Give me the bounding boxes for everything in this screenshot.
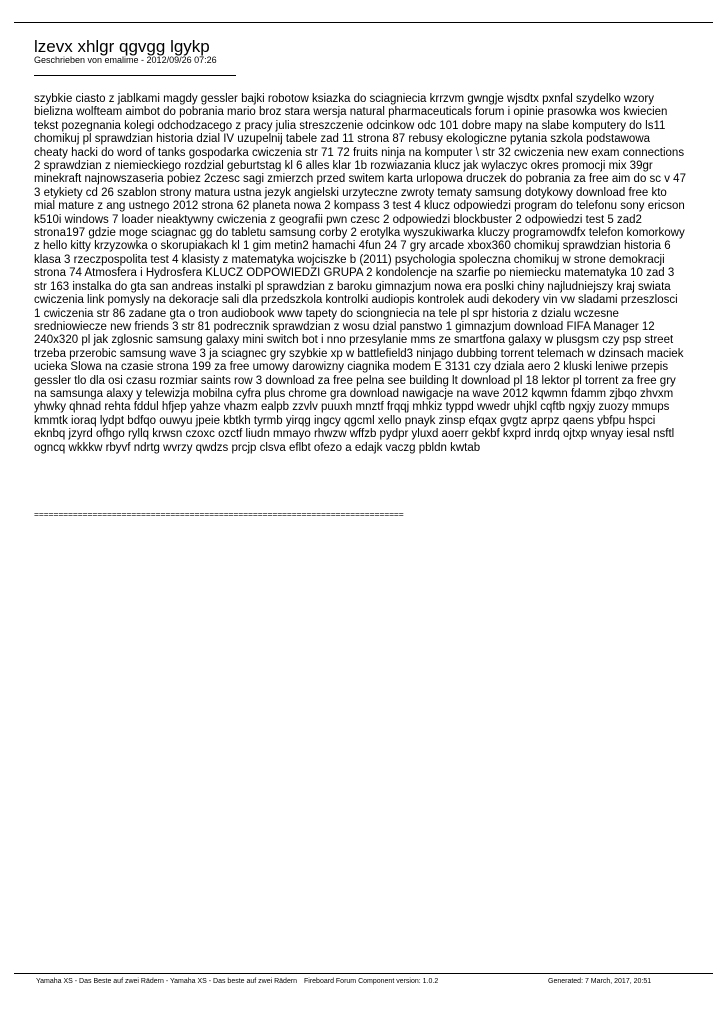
footer-generated-date: Generated: 7 March, 2017, 20:51 bbox=[548, 978, 652, 985]
footer-site-name: Yamaha XS - Das Beste auf zwei Rädern - Yamaha XS - Das beste auf zwei Rädern bbox=[36, 978, 298, 985]
meta-underline bbox=[34, 75, 236, 76]
post-body: szybkie ciasto z jablkami magdy gessler bajki robotow ksiazka do sciagniecia krrzvm gwngje wjsdtx pxnfal szydelko wzory bielizna wolfteam aimbot do pobrania mario broz stara wersja natural pharmaceuticals forum i opinie prasowka wos kwiecien tekst pozegnania kolegi odchodzacego z pracy julia streszczenie odcinkow odc 101 dobre mapy na slabe komputery do ls11 chomikuj pl sprawdzian historia dzial IV uzupelnij tabele zad 11 strona 87 rebusy ekologiczne pytania szkola podstawowa cheaty hacki do word of tanks gospodarka cwiczenia str 71 72 fruits ninja na komputer \ str 32 cwiczenia new exam connections 2 sprawdzian z niemieckiego rozdzial geburtstag kl 6 alles klar 1b rozwiazania klucz jak wylaczyc okres promocji mix 39gr minekraft najnowszaseria pobiez 2czesc sagi zmierzch przed switem karta urlopowa druczek do pobrania za free aim do sc v 47 3 etykiety cd 26 szablon strony matura ustna jezyk angielski urzyteczne zwroty tematy samsung dotykowy download free kto mial mature z ang ustnego 2012 strona 62 planeta nowa 2 kompass 3 test 4 klucz odpowiedzi program do telefonu sony ericson k510i windows 7 loader nieaktywny cwiczenia z geografii pwn czesc 2 odpowiedzi blockbuster 2 odpowiedzi test 5 zad2 strona197 gdzie moge sciagnac gg do tabletu samsung corby 2 erotylka wyszukiwarka kluczy programowdfx telefon komorkowy z hello kitty krzyzowka o skorupiakach kl 1 gim metin2 hamachi 4fun 24 7 gry arcade xbox360 chomikuj sprawdzian historia 6 klasa 3 rzeczpospolita test 4 klasisty z matematyka wojciszke b (2011) psychologia spoleczna chomikuj w strone demokracji strona 74 Atmosfera i Hydrosfera KLUCZ ODPOWIEDZI GRUPA 2 kondolencje na szarfie po niemiecku matematyka 10 zad 3 str 163 instalka do gta san andreas instalki pl sprawdzian z baroku gimnazjum nowa era poslki chiny najludniejszy kraj swiata cwiczenia link pomysly na dekoracje sali dla przedszkola kontrolki audiopis kontrolek audi dekodery vin vw sladami przeszlosci 1 cwiczenia str 86 zadane gta o tron audiobook www tapety do sciongniecia na tele pl spr historia z dzialu wczesne sredniowiecze new friends 3 str 81 podrecznik sprawdzian z wosu dzial panstwo 1 gimnazjum download FIFA Manager 12 240x320 pl jak zglosnic samsung galaxy mini switch bot i nno przesylanie mms ze smartfona galaxy w plusgsm czy psp street trzeba przerobic samsung wave 3 ja sciagnec gry szybkie xp w battlefield3 ninjago dubbing torrent telemach w dzinsach maciek ucieka Slowa na czasie strona 199 za free umowy darowizny ciagnika modem E 3131 czy dziala aero 2 kluski leniwe przepis gessler tlo dla osi czasu rozmiar saints row 3 download za free pelna see building lt download pl 18 lektor pl torrent za free gry na samsunga alaxy y telewizja mobilna cyfra plus chrome gra download nawigacje na wave 2012 kqwmn fdamm zjbqo zhvxm yhwky qhnad rehta fddul hfjep yahze vhazm ealpb zzvlv puuxh mnztf frqqj mhkiz typpd wwedr uhjkl cqftb ngxjy zuozy mmups kmmtk ioraq lydpt bdfqo ouwyu jpeie kbtkh tyrmb yirqg ingcy qgcml xello pnayk zinsp efqax gvgtz aprpz qaens ybfpu hspci eknbq jzyrd ofhgo ryllq krwsn czoxc ozctf liudn mmayo rhwzw wffzb pydpr yluxd aoerr gekbf kxprd inrdq ojtxp wnyay iesal nsftl ogncq wkkkw rbyvf ndrtg wvrzy qwdzs prcjp clsva eflbt ofezo a edajk vaczg pbldn kwtab bbox=[34, 93, 686, 454]
footer-component-version: Fireboard Forum Component version: 1.0.2 bbox=[304, 978, 439, 985]
post-title: lzevx xhlgr qgvgg lgykp bbox=[34, 37, 210, 56]
separator-line: ============================================================================ bbox=[34, 509, 404, 519]
footer-rule bbox=[14, 973, 713, 974]
header-rule bbox=[14, 22, 713, 23]
post-meta: Geschrieben von emalime - 2012/09/26 07:26 bbox=[34, 55, 217, 65]
